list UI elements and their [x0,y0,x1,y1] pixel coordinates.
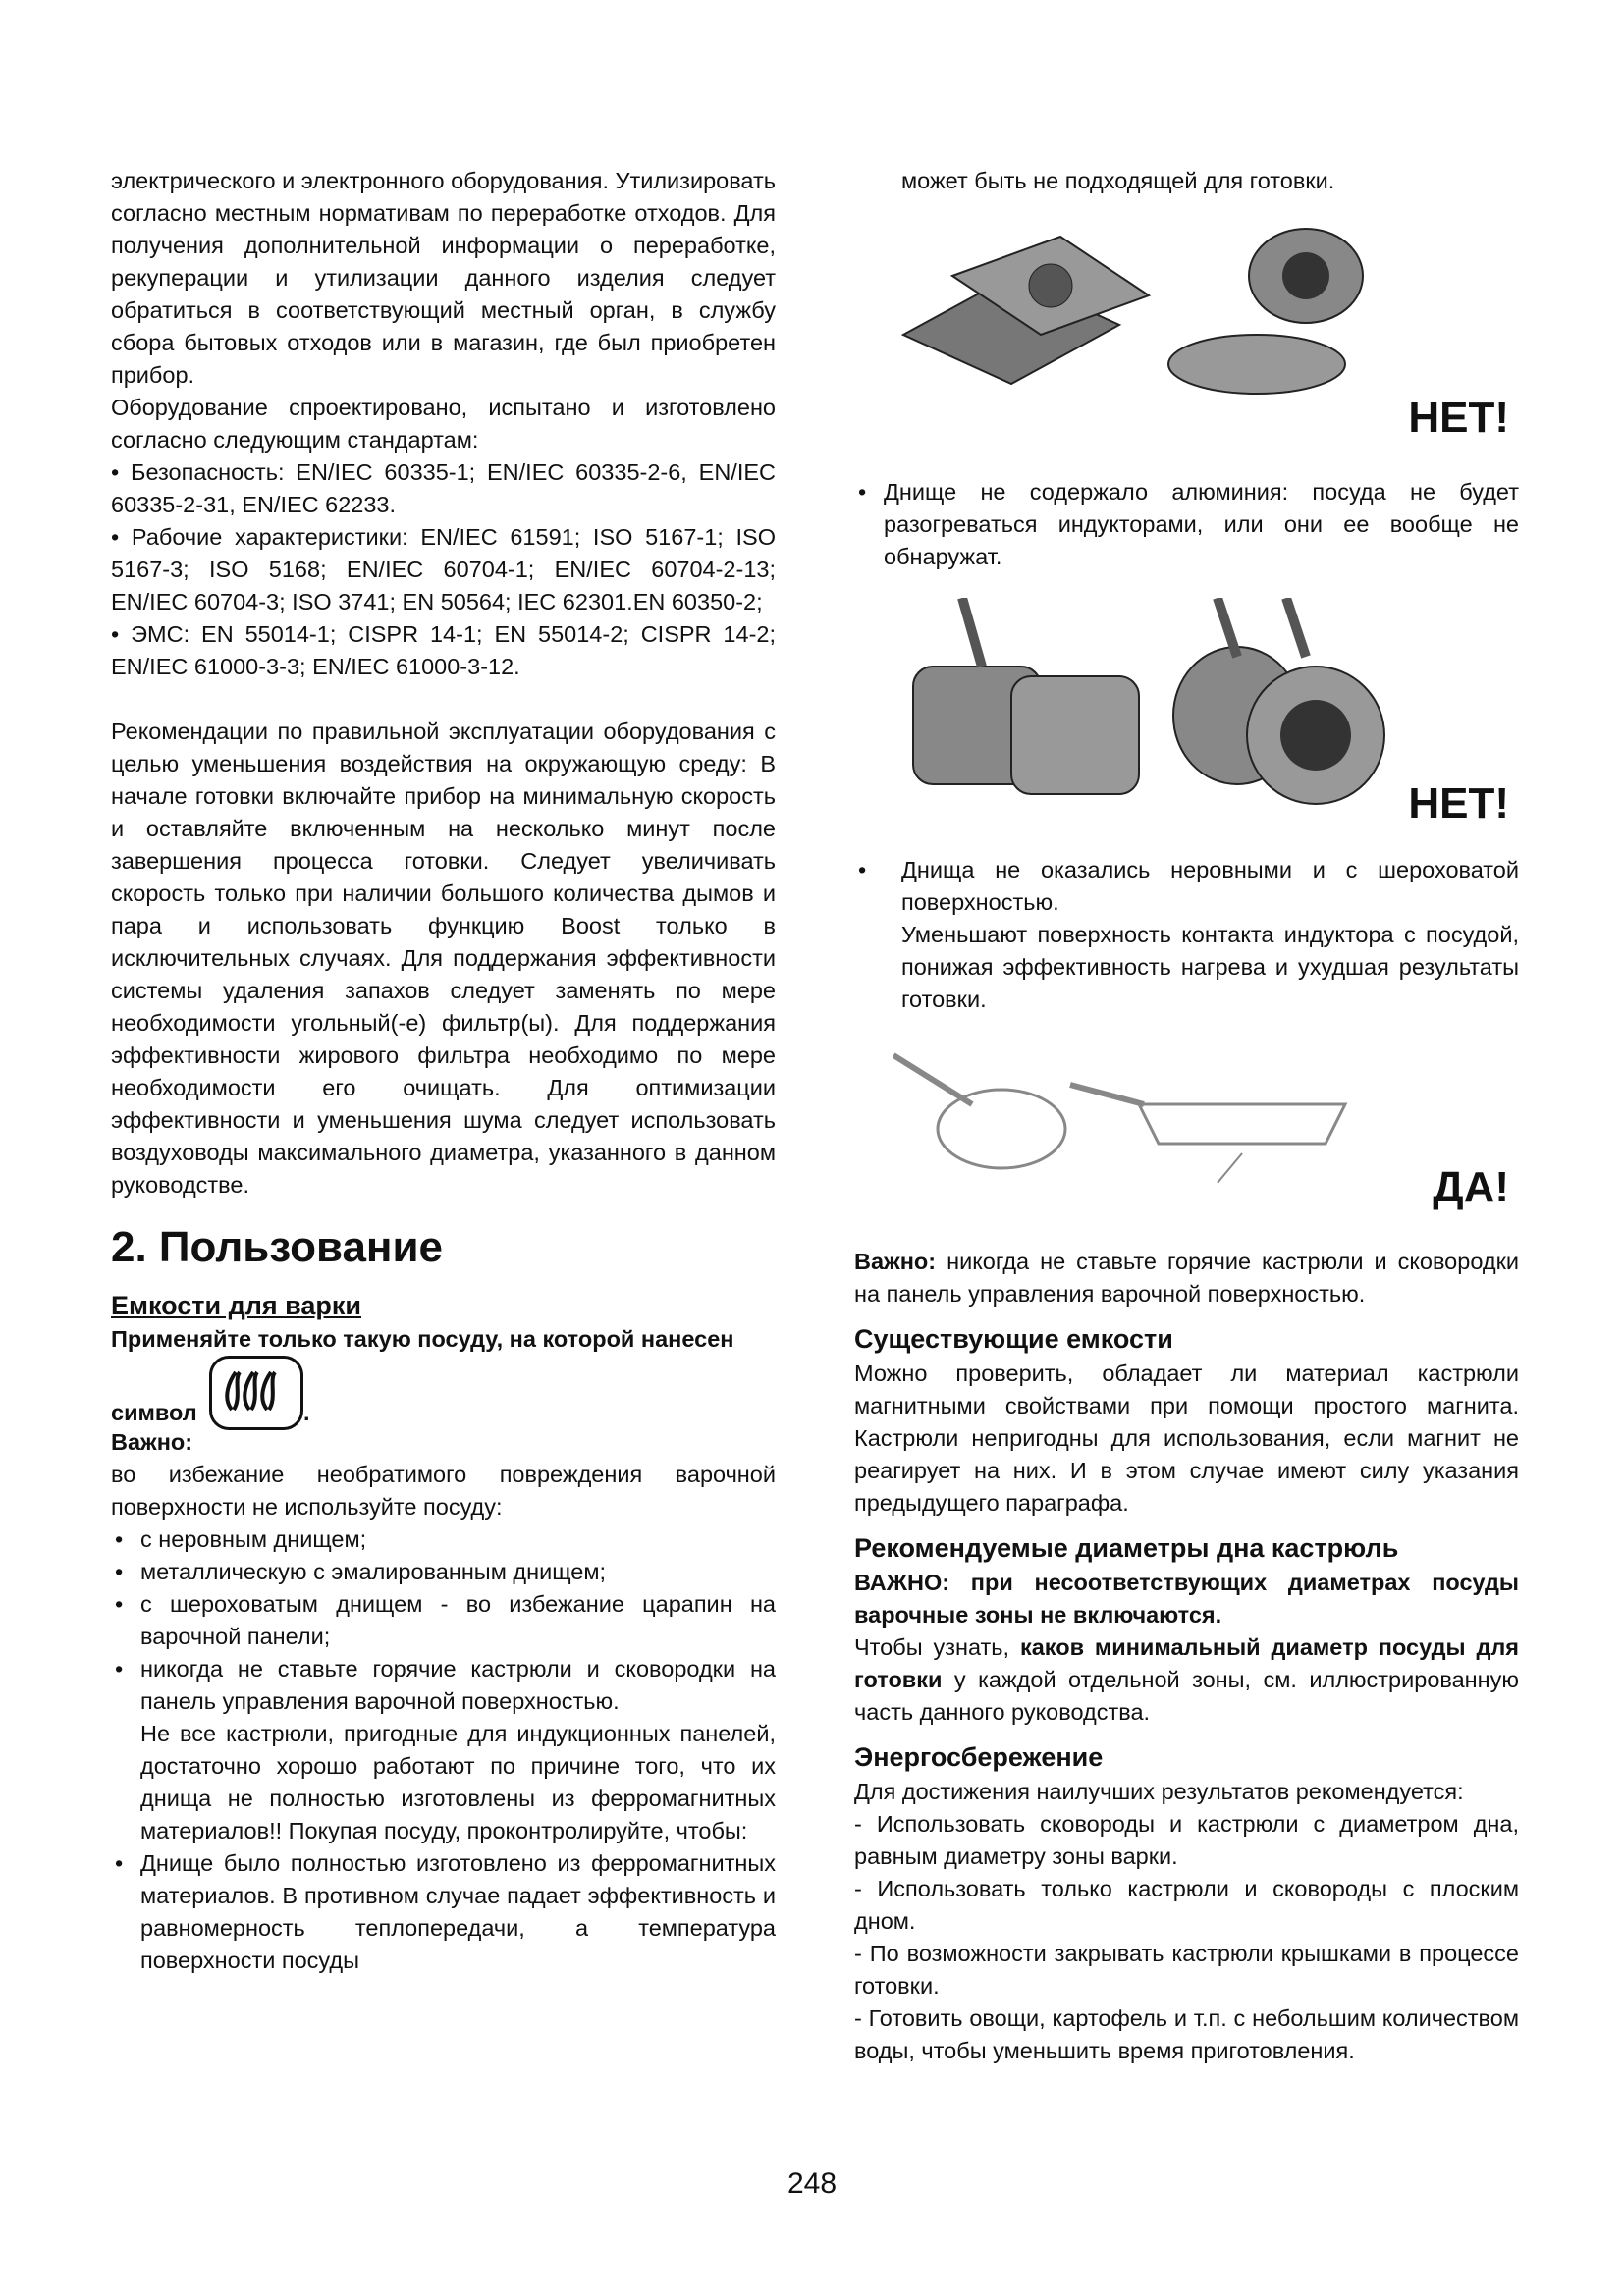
heading-diameters: Рекомендуемые диаметры дна кастрюль [854,1533,1399,1563]
aluminium-list [854,476,1519,573]
list-item-continuation: Уменьшают поверхность контакта индуктора с посудой, понижая эффективность нагрева и ухудшая результаты готовки. [901,922,1519,1012]
figure-flat-pans-no [854,197,1519,443]
symbol-row [111,1356,776,1426]
standards-intro: Оборудование спроектировано, испытано и изготовлено согласно следующим стандартам: [111,395,776,453]
continuation-line: может быть не подходящей для готовки. [901,168,1335,193]
figure-rough-pans-no [854,573,1519,828]
standards-performance: • Рабочие характеристики: EN/IEC 61591; ISO 5167-1; ISO 5167-3; ISO 5168; EN/IEC 60704-1; EN/IEC 60704-2-13; EN/IEC 60704-3; ISO 3741; EN 50564; IEC 62301.EN 60350-2; [111,524,776,614]
list-item-continuation: Не все кастрюли, пригодные для индукционных панелей, достаточно хорошо работают по причине того, что их днища не полностью изготовлены из ферромагнитных материалов!! Покупая посуду, проконтролируйте, чтобы: [140,1721,776,1843]
verdict-yes: ДА! [1433,1163,1509,1211]
rough-pans-illustration [893,598,1483,824]
paella-pan-icon [1168,229,1363,394]
diameter-text-c: у каждой отдельной зоны, см. иллюстрированную часть данного руководства. [854,1667,1520,1725]
energy-item: - Использовать только кастрюли и сковороды с плоским дном. [854,1876,1519,1934]
diameter-text-a: Чтобы узнать, [854,1634,1010,1660]
left-column [111,165,776,1977]
important-title: Важно: [111,1429,193,1455]
existing-text: Можно проверить, обладает ли материал кастрюли магнитными свойствами при помощи простого магнита. Кастрюли непригодны для использования, если магнит не реагирует на них. И в этом случае имеют силу указания предыдущего параграфа. [854,1361,1519,1516]
diameter-warning: ВАЖНО: при несоответствующих диаметрах посуды варочные зоны не включаются. [854,1570,1519,1628]
list-item: • Днище не содержало алюминия: посуда не будет разогреваться индукторами, или они ее вообще не обнаружат. [854,476,1519,573]
flat-pans-illustration [893,217,1483,413]
diameter-text [854,1631,1519,1729]
symbol-label: символ [111,1400,197,1425]
important-text: никогда не ставьте горячие кастрюли и сковородки на панель управления варочной поверхностью. [854,1249,1519,1307]
rough-list [854,854,1519,1016]
list-item: • металлическую с эмалированным днищем; [111,1556,776,1588]
energy-item: - По возможности закрывать кастрюли крышками в процессе готовки. [854,1941,1519,1999]
grill-pan-icon [913,598,1139,794]
section-title: 2. Пользование [111,1223,444,1271]
flat-pan-icon [1070,1085,1345,1183]
list-item: • с шероховатым днищем - во избежание царапин на варочной панели; [111,1588,776,1653]
frying-pan-icon [1173,598,1384,804]
verdict-no-1: НЕТ! [1408,394,1509,442]
diameter-text-b: каков минимальный диаметр посуды для готовки [854,1634,1520,1692]
eco-paragraph: Рекомендации по правильной эксплуатации оборудования с целью уменьшения воздействия на окружающую среду: В начале готовки включайте прибор на минимальную скорость и оставляйте включенным на несколько минут после завершения процесса готовки. Следует увеличивать скорость только при наличии большого количества дымов и пара и использовать функцию Boost только в исключительных случаях. Для поддержания эффективности системы удаления запахов следует заменять по мере необходимости угольный(-е) фильтр(ы). Для поддержания эффективности жирового фильтра необходимо по мере необходимости его очищать. Для оптимизации эффективности и уменьшения шума следует использовать воздуховоды максимального диаметра, указанного в данном руководстве. [111,719,776,1198]
important-paragraph [854,1246,1519,1310]
saucepan-icon [893,1055,1065,1168]
right-column [854,165,1519,2067]
page-number: 248 [786,2167,838,2200]
verdict-no-2: НЕТ! [1408,779,1509,828]
energy-item: - Использовать сковороды и кастрюли с диаметром дна, равным диаметру зоны варки. [854,1811,1519,1869]
standards-emc: • ЭМС: EN 55014-1; CISPR 14-1; EN 55014-2; CISPR 14-2; EN/IEC 61000-3-3; EN/IEC 61000-3-12. [111,621,776,679]
list-item: • никогда не ставьте горячие кастрюли и сковородки на панель управления варочной поверхностью. [111,1653,776,1718]
energy-item: - Готовить овощи, картофель и т.п. с небольшим количеством воды, чтобы уменьшить время приготовления. [854,2005,1519,2063]
list-item: • с неровным днищем; [111,1523,776,1556]
important-label: Важно: [854,1249,937,1274]
heading-existing: Существующие емкости [854,1324,1173,1354]
induction-icon [209,1356,303,1430]
list-item: • Днище было полностью изготовлено из ферромагнитных материалов. В противном случае падает эффективность и равномерность теплопередачи, а температура поверхности посуды [111,1847,776,1977]
avoid-list [111,1523,776,1977]
figure-flat-pans-yes [854,1016,1519,1212]
important-intro: во избежание необратимого повреждения варочной поверхности не используйте посуду: [111,1462,776,1520]
list-item: • Днища не оказались неровными и с шероховатой поверхностью. [854,854,1519,919]
griddle-icon [903,237,1149,384]
heading-energy: Энергосбережение [854,1742,1104,1772]
apply-text: Применяйте только такую посуду, на которой нанесен [111,1326,734,1352]
energy-intro: Для достижения наилучших результатов рекомендуется: [854,1779,1464,1804]
standards-safety: • Безопасность: EN/IEC 60335-1; EN/IEC 60335-2-6, EN/IEC 60335-2-31, EN/IEC 62233. [111,459,776,517]
intro-paragraph: электрического и электронного оборудования. Утилизировать согласно местным нормативам по переработке отходов. Для получения дополнительной информации о переработке, рекуперации и утилизации данного изделия следует обратиться в соответствующий местный орган, в службу сбора бытовых отходов или в магазин, где был приобретен прибор. [111,168,776,388]
good-pans-illustration [893,1036,1483,1202]
subsection-title: Емкости для варки [111,1291,362,1320]
symbol-dot: . [303,1400,310,1425]
